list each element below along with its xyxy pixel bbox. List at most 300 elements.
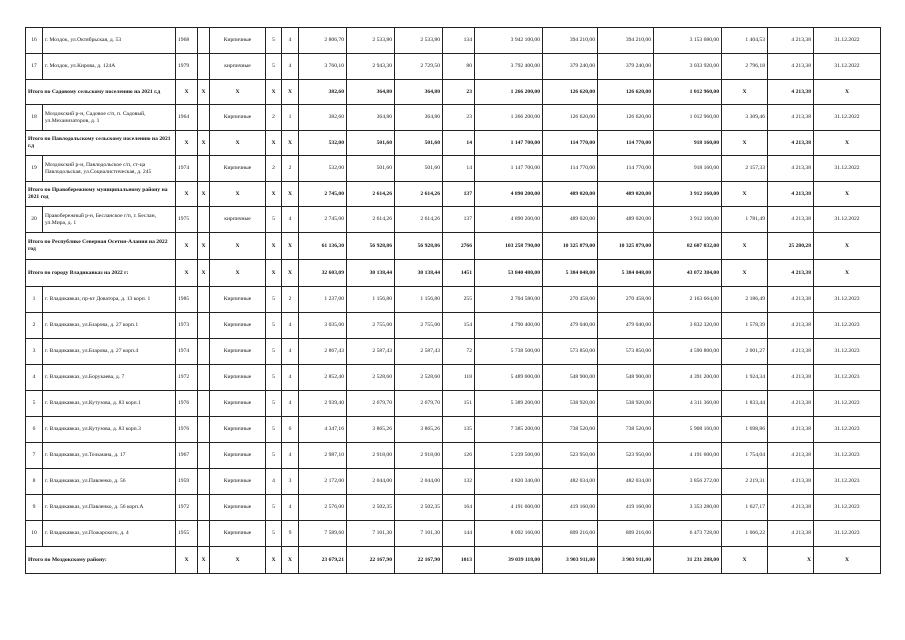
table-row — [26, 207, 881, 233]
table-cell: Кирпичные — [210, 469, 266, 495]
table-cell: X — [198, 233, 210, 260]
table-cell: 31.12.2023 — [814, 287, 881, 313]
table-cell: 2 — [26, 313, 43, 339]
table-cell: 135 — [443, 417, 475, 443]
table-row — [26, 365, 881, 391]
table-row — [26, 417, 881, 443]
total-row — [26, 547, 881, 574]
table-cell: X — [722, 547, 768, 574]
total-label: Итого по Республике Северная Осетия-Алания на 2022 год — [26, 233, 176, 260]
table-row — [26, 28, 881, 54]
table-cell: 2 614,26 — [395, 207, 443, 233]
table-cell: 7 101,30 — [347, 521, 395, 547]
table-cell: 1 266 200,00 — [475, 80, 543, 105]
table-cell: 501,60 — [395, 156, 443, 182]
table-cell: 56 928,86 — [395, 233, 443, 260]
table-cell: 2 186,49 — [722, 287, 768, 313]
table-cell: Кирпичные — [210, 391, 266, 417]
table-cell: 364,80 — [395, 80, 443, 105]
table-cell: 2 502,35 — [347, 495, 395, 521]
table-cell: 23 — [443, 105, 475, 131]
table-cell: 3 — [26, 339, 43, 365]
table-cell: 114 770,00 — [543, 131, 598, 156]
table-row — [26, 495, 881, 521]
table-cell: Кирпичные — [210, 495, 266, 521]
table-cell: 2 502,35 — [395, 495, 443, 521]
table-cell: 134 — [443, 28, 475, 54]
table-cell: 918 160,00 — [654, 156, 722, 182]
table-cell: 2 704 580,00 — [475, 287, 543, 313]
table-cell: 479 040,00 — [543, 313, 598, 339]
table-row — [26, 469, 881, 495]
table-cell: 573 850,00 — [598, 339, 654, 365]
table-cell: 8 092 160,00 — [475, 521, 543, 547]
table-cell: 1 833,44 — [722, 391, 768, 417]
table-cell: 4 — [282, 207, 299, 233]
table-cell: 1 754,04 — [722, 443, 768, 469]
table-cell: 25 280,28 — [768, 233, 814, 260]
table-cell: X — [210, 80, 266, 105]
table-cell: 9 — [26, 495, 43, 521]
table-cell: 4 590 800,00 — [654, 339, 722, 365]
table-cell: 4 — [266, 469, 282, 495]
table-cell: 382,60 — [299, 105, 347, 131]
table-cell: 1 — [26, 287, 43, 313]
table-cell — [198, 391, 210, 417]
table-cell: 61 136,30 — [299, 233, 347, 260]
table-cell: 118 — [443, 365, 475, 391]
table-cell: 270 458,00 — [543, 287, 598, 313]
total-row — [26, 233, 881, 260]
table-cell: 1 012 960,00 — [654, 105, 722, 131]
table-cell: X — [282, 233, 299, 260]
table-cell: 2 001,27 — [722, 339, 768, 365]
table-cell: 151 — [443, 391, 475, 417]
table-cell: 501,60 — [347, 131, 395, 156]
table-row — [26, 391, 881, 417]
table-cell: X — [198, 182, 210, 207]
table-cell: 3 912 160,00 — [654, 182, 722, 207]
table-cell: X — [266, 260, 282, 287]
table-cell: 4 213,38 — [768, 469, 814, 495]
table-cell: 501,60 — [347, 156, 395, 182]
table-cell: 2 — [266, 156, 282, 182]
table-cell: 2 044,00 — [395, 469, 443, 495]
table-cell: 4 213,38 — [768, 105, 814, 131]
table-cell: 1973 — [176, 313, 198, 339]
table-cell: 1 627,17 — [722, 495, 768, 521]
table-cell: 738 520,00 — [543, 417, 598, 443]
table-cell: 538 920,00 — [543, 391, 598, 417]
table-cell: X — [266, 547, 282, 574]
table-cell: 2 044,00 — [347, 469, 395, 495]
table-cell: г. Владикавказ, ул.Павленко, д. 56 — [43, 469, 176, 495]
table-cell: X — [282, 260, 299, 287]
table-cell: 2 918,00 — [395, 443, 443, 469]
table-cell: 5 908 160,00 — [654, 417, 722, 443]
table-cell: г. Владикавказ, пр-кт Доватора, д. 13 корп. 1 — [43, 287, 176, 313]
table-cell: X — [176, 233, 198, 260]
table-cell: X — [176, 260, 198, 287]
total-label: Итого по Правобережному муниципальному району на 2021 год — [26, 182, 176, 207]
table-cell: 4 820 340,00 — [475, 469, 543, 495]
table-cell: 1 066,22 — [722, 521, 768, 547]
table-cell: 1955 — [176, 521, 198, 547]
table-cell: 1974 — [176, 156, 198, 182]
table-cell: 548 900,00 — [543, 365, 598, 391]
table-cell: 364,80 — [347, 105, 395, 131]
table-cell: 1959 — [176, 469, 198, 495]
table-cell: X — [282, 80, 299, 105]
table-cell: 30 138,44 — [347, 260, 395, 287]
table-cell: 382,60 — [299, 80, 347, 105]
table-cell: 3 033 920,00 — [654, 54, 722, 80]
table-cell: 1 156,80 — [347, 287, 395, 313]
table-cell: 2 587,43 — [395, 339, 443, 365]
table-cell: 3 865,26 — [395, 417, 443, 443]
table-cell: 379 240,00 — [543, 54, 598, 80]
table-cell: г. Моздок, ул.Октябрьская, д. 53 — [43, 28, 176, 54]
table-cell: 4 — [282, 365, 299, 391]
table-cell: 10 325 879,00 — [543, 233, 598, 260]
table-cell: 2 755,00 — [395, 313, 443, 339]
total-row — [26, 131, 881, 156]
table-cell: 31.12.2022 — [814, 105, 881, 131]
table-cell: 23 679,21 — [299, 547, 347, 574]
table-cell: 4 311 360,00 — [654, 391, 722, 417]
table-cell: 2 — [282, 156, 299, 182]
table-cell: кирпичные — [210, 54, 266, 80]
table-cell: 1 147 700,00 — [475, 131, 543, 156]
table-cell: 4 213,38 — [768, 521, 814, 547]
table-cell: г. Владикавказ, ул.Борукаева, д. 7 — [43, 365, 176, 391]
table-cell: 5 — [266, 391, 282, 417]
table-cell: 4 191 600,00 — [654, 443, 722, 469]
table-cell: 43 072 384,00 — [654, 260, 722, 287]
table-cell: 3 903 911,00 — [598, 547, 654, 574]
table-cell: 31.12.2023 — [814, 443, 881, 469]
table-cell: Моздокский р-н, Садовое с/п, п. Садовый, ул.Механизаторов, д. 1 — [43, 105, 176, 131]
table-cell: 2 755,00 — [347, 313, 395, 339]
table-cell: X — [814, 233, 881, 260]
table-cell — [198, 313, 210, 339]
total-label: Итого по Моздокскому району: — [26, 547, 176, 574]
table-cell: 3 035,00 — [299, 313, 347, 339]
table-cell: X — [266, 80, 282, 105]
table-cell: 18 — [26, 105, 43, 131]
total-row — [26, 182, 881, 207]
table-cell: Кирпичные — [210, 105, 266, 131]
table-cell: 4 213,38 — [768, 182, 814, 207]
table-cell: 31 231 288,00 — [654, 547, 722, 574]
table-cell: 2 806,70 — [299, 28, 347, 54]
table-cell: X — [814, 182, 881, 207]
table-cell: 4 213,38 — [768, 443, 814, 469]
table-cell: 4 213,38 — [768, 156, 814, 182]
table-cell: Кирпичные — [210, 156, 266, 182]
table-cell: 5 — [266, 54, 282, 80]
table-cell: 1972 — [176, 495, 198, 521]
table-cell — [198, 365, 210, 391]
table-cell: 379 240,00 — [598, 54, 654, 80]
table-cell: 31.12.2023 — [814, 521, 881, 547]
table-cell: г. Владикавказ, ул.Кутузова, д. 83 корп.3 — [43, 417, 176, 443]
table-cell: 5 389 200,00 — [475, 391, 543, 417]
table-cell: 419 160,00 — [598, 495, 654, 521]
table-cell: 1 — [282, 105, 299, 131]
table-cell: 56 928,86 — [347, 233, 395, 260]
table-cell: X — [722, 233, 768, 260]
table-cell — [198, 339, 210, 365]
table-cell: 31.12.2022 — [814, 207, 881, 233]
table-cell: 103 258 790,00 — [475, 233, 543, 260]
table-cell: 4 213,38 — [768, 313, 814, 339]
table-cell: 4 — [282, 443, 299, 469]
table-cell: 3 865,26 — [347, 417, 395, 443]
table-cell: 4 — [26, 365, 43, 391]
capital-repair-register-table — [25, 27, 881, 574]
table-cell: 5 — [26, 391, 43, 417]
table-cell: X — [210, 233, 266, 260]
table-cell: 270 458,00 — [598, 287, 654, 313]
table-cell: 2 614,26 — [347, 207, 395, 233]
table-cell: 3 912 160,00 — [654, 207, 722, 233]
table-cell: X — [176, 547, 198, 574]
table-cell: 2 943,30 — [347, 54, 395, 80]
table-cell: 2 576,00 — [299, 495, 347, 521]
table-cell: 5 — [266, 443, 282, 469]
table-cell: 6 — [26, 417, 43, 443]
table-row — [26, 54, 881, 80]
table-cell: 2 157,33 — [722, 156, 768, 182]
table-cell: 4 890 200,00 — [475, 182, 543, 207]
table-cell: 1976 — [176, 417, 198, 443]
table-cell: 523 950,00 — [598, 443, 654, 469]
table-cell: 2 867,43 — [299, 339, 347, 365]
table-cell: 126 620,00 — [543, 105, 598, 131]
table-cell: 1967 — [176, 443, 198, 469]
table-cell: 31.12.2023 — [814, 469, 881, 495]
table-cell: 1 147 700,00 — [475, 156, 543, 182]
table-cell: 523 950,00 — [543, 443, 598, 469]
table-cell — [198, 495, 210, 521]
table-cell: 809 216,00 — [543, 521, 598, 547]
table-cell: 53 840 480,00 — [475, 260, 543, 287]
table-cell: 72 — [443, 339, 475, 365]
table-cell: 4 347,16 — [299, 417, 347, 443]
table-cell: X — [176, 182, 198, 207]
table-cell: 7 589,60 — [299, 521, 347, 547]
table-cell: X — [198, 260, 210, 287]
table-cell: г. Владикавказ, ул.Кутузова, д. 83 корп.1 — [43, 391, 176, 417]
total-label: Итого по Павлодольскому сельскому поселению на 2021 г.д — [26, 131, 176, 156]
table-cell: 1 578,39 — [722, 313, 768, 339]
table-cell: 126 620,00 — [598, 80, 654, 105]
table-cell: 1974 — [176, 339, 198, 365]
table-cell: X — [722, 260, 768, 287]
table-cell: Кирпичные — [210, 339, 266, 365]
table-cell: 20 — [26, 207, 43, 233]
table-cell: 31.12.2022 — [814, 156, 881, 182]
table-cell: 80 — [443, 54, 475, 80]
table-cell: 1 924,34 — [722, 365, 768, 391]
table-cell — [198, 28, 210, 54]
table-cell: 4 790 400,00 — [475, 313, 543, 339]
table-cell: 3 856 272,00 — [654, 469, 722, 495]
table-cell: 7 385 200,00 — [475, 417, 543, 443]
table-cell: 1 012 960,00 — [654, 80, 722, 105]
table-cell: Кирпичные — [210, 28, 266, 54]
table-cell: 137 — [443, 207, 475, 233]
table-cell: 14 — [443, 156, 475, 182]
table-cell: 2 533,80 — [395, 28, 443, 54]
table-cell: 144 — [443, 521, 475, 547]
table-cell: 1972 — [176, 365, 198, 391]
table-cell: X — [722, 80, 768, 105]
table-cell: 4 213,38 — [768, 131, 814, 156]
table-row — [26, 521, 881, 547]
table-cell: 2 163 664,00 — [654, 287, 722, 313]
table-cell — [198, 287, 210, 313]
table-cell: 2 587,43 — [347, 339, 395, 365]
table-cell — [198, 54, 210, 80]
table-cell: 1975 — [176, 207, 198, 233]
table-cell: 2 614,26 — [347, 182, 395, 207]
table-cell — [198, 156, 210, 182]
table-cell: X — [814, 80, 881, 105]
table-cell: X — [814, 260, 881, 287]
table-cell: 126 620,00 — [598, 105, 654, 131]
table-cell: 1985 — [176, 287, 198, 313]
table-cell: X — [176, 131, 198, 156]
table-cell: 8 — [26, 469, 43, 495]
table-cell: X — [210, 182, 266, 207]
table-cell: X — [198, 547, 210, 574]
table-cell: Кирпичные — [210, 365, 266, 391]
table-cell: 1451 — [443, 260, 475, 287]
table-cell: 3 832 320,00 — [654, 313, 722, 339]
table-cell: 2 918,00 — [347, 443, 395, 469]
table-cell: 5 — [266, 521, 282, 547]
table-cell: 2 729,50 — [395, 54, 443, 80]
table-cell: 2 745,00 — [299, 207, 347, 233]
table-cell: 482 034,00 — [598, 469, 654, 495]
table-cell: 2 533,80 — [347, 28, 395, 54]
table-cell: 394 210,00 — [598, 28, 654, 54]
table-cell: кирпичные — [210, 207, 266, 233]
table-cell: 1 781,49 — [722, 207, 768, 233]
table-cell: X — [266, 131, 282, 156]
table-cell: 4 890 200,00 — [475, 207, 543, 233]
table-cell: 5 — [266, 207, 282, 233]
table-cell: 4 213,38 — [768, 391, 814, 417]
table-cell: 489 020,00 — [543, 207, 598, 233]
table-cell: 32 603,09 — [299, 260, 347, 287]
table-cell: 1 404,53 — [722, 28, 768, 54]
table-cell: 2 172,00 — [299, 469, 347, 495]
table-cell: 4 213,38 — [768, 495, 814, 521]
table-cell: 31.12.2022 — [814, 54, 881, 80]
table-cell: 5 — [266, 495, 282, 521]
table-cell: 4 191 600,00 — [475, 495, 543, 521]
table-cell: 364,80 — [347, 80, 395, 105]
table-cell: 538 920,00 — [598, 391, 654, 417]
table-cell: 30 138,44 — [395, 260, 443, 287]
table-cell: Кирпичные — [210, 521, 266, 547]
table-cell: г. Владикавказ, ул.Бзарова, д. 27 корп.4 — [43, 339, 176, 365]
table-row — [26, 105, 881, 131]
table-cell: 23 — [443, 80, 475, 105]
table-cell — [198, 443, 210, 469]
table-cell: X — [282, 547, 299, 574]
table-cell: 2 679,70 — [347, 391, 395, 417]
table-cell: 164 — [443, 495, 475, 521]
table-row — [26, 443, 881, 469]
table-cell: 31.12.2023 — [814, 417, 881, 443]
table-cell: 2 528,60 — [347, 365, 395, 391]
table-row — [26, 287, 881, 313]
table-cell: 3 309,46 — [722, 105, 768, 131]
table-cell: 31.12.2023 — [814, 391, 881, 417]
table-cell: 532,00 — [299, 131, 347, 156]
table-cell: 1 266 200,00 — [475, 105, 543, 131]
table-cell: 5 738 500,00 — [475, 339, 543, 365]
table-cell: 4 — [282, 54, 299, 80]
table-cell: 2 219,31 — [722, 469, 768, 495]
table-cell: 126 — [443, 443, 475, 469]
table-cell: X — [210, 547, 266, 574]
table-cell: 154 — [443, 313, 475, 339]
table-cell: 4 213,38 — [768, 260, 814, 287]
table-cell: 137 — [443, 182, 475, 207]
table-cell: 82 607 032,00 — [654, 233, 722, 260]
table-cell: 5 — [266, 287, 282, 313]
table-cell: 4 — [282, 339, 299, 365]
table-cell: 479 040,00 — [598, 313, 654, 339]
table-cell: 1 237,00 — [299, 287, 347, 313]
table-cell: 4 213,38 — [768, 339, 814, 365]
table-cell: X — [210, 260, 266, 287]
table-cell: 1976 — [176, 391, 198, 417]
table-cell: 501,60 — [395, 131, 443, 156]
table-cell: г. Владикавказ, ул.Тельмана, д. 17 — [43, 443, 176, 469]
table-cell: X — [198, 131, 210, 156]
table-cell: X — [210, 131, 266, 156]
table-cell: 31.12.2022 — [814, 28, 881, 54]
table-cell: 6 473 728,00 — [654, 521, 722, 547]
table-cell: 2 — [266, 105, 282, 131]
table-cell: 9 — [282, 521, 299, 547]
table-cell: 2 939,40 — [299, 391, 347, 417]
table-cell: 7 — [26, 443, 43, 469]
table-cell: Кирпичные — [210, 313, 266, 339]
table-cell: 31.12.2023 — [814, 495, 881, 521]
table-row — [26, 339, 881, 365]
table-cell: 3 942 100,00 — [475, 28, 543, 54]
table-cell: 532,00 — [299, 156, 347, 182]
table-cell: 4 — [282, 495, 299, 521]
table-cell: 2 614,26 — [395, 182, 443, 207]
table-cell: 10 325 879,00 — [598, 233, 654, 260]
table-cell: 809 216,00 — [598, 521, 654, 547]
table-cell: 4 — [282, 313, 299, 339]
table-cell: X — [176, 80, 198, 105]
table-cell: 114 770,00 — [543, 156, 598, 182]
table-cell: 2 852,40 — [299, 365, 347, 391]
table-cell: 2 679,70 — [395, 391, 443, 417]
table-cell: 5 239 500,00 — [475, 443, 543, 469]
table-cell: 489 020,00 — [598, 182, 654, 207]
